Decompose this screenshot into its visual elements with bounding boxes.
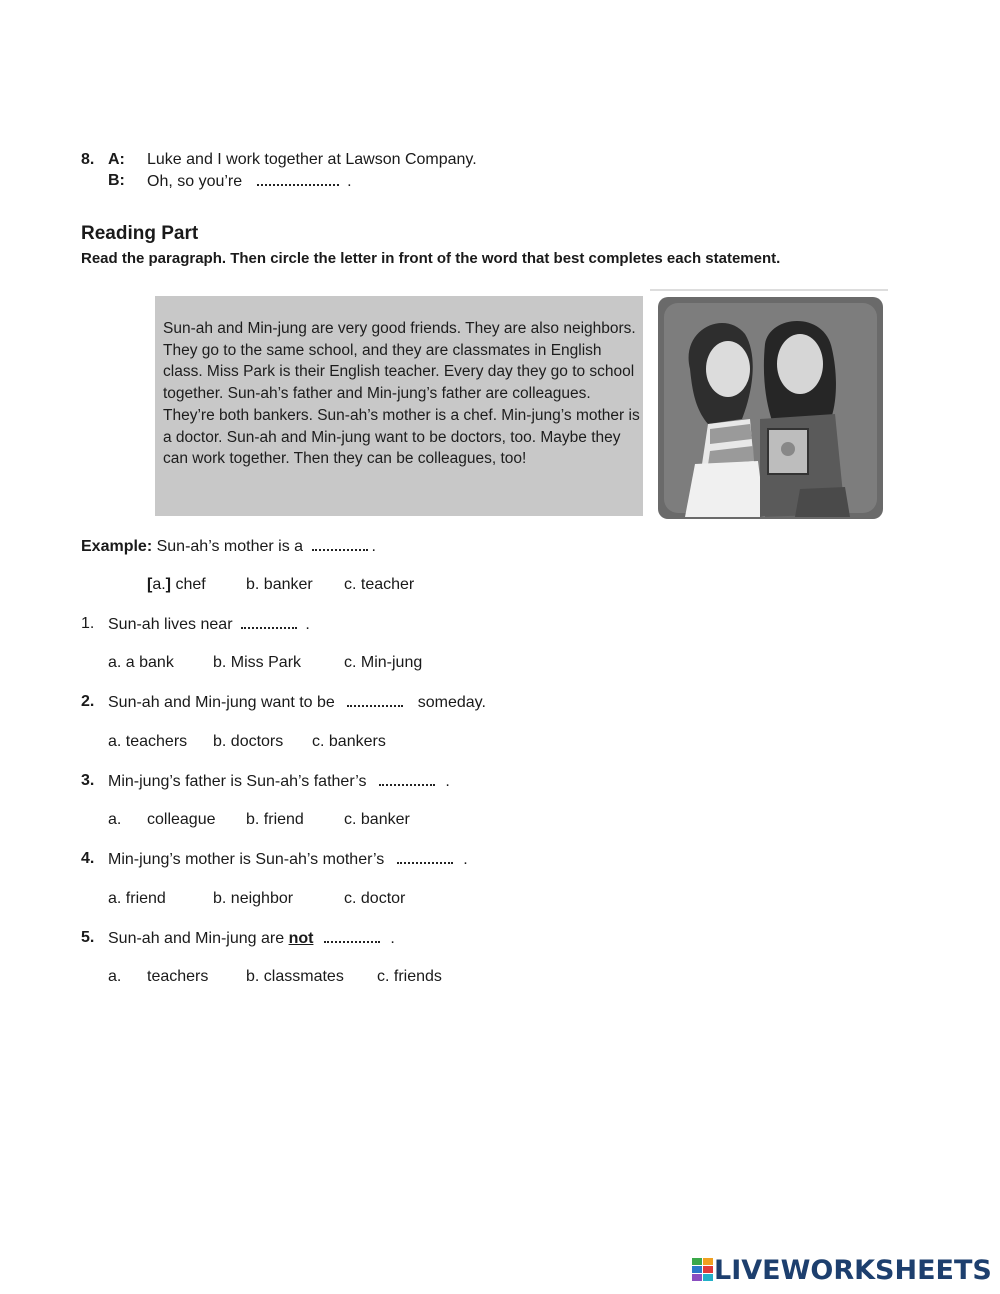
question-3 <box>108 772 450 791</box>
q5-option-a-word[interactable]: teachers <box>147 968 209 985</box>
reading-paragraph: Sun-ah and Min-jung are very good friends. They are also neighbors. They go to the same school, and they are classmates in English class. Miss Park is their English teacher. Every day they go to school together. Sun-ah’s father and Min-jung’s father are colleagues. They’re both bankers. Sun-ah’s mother is a chef. Min-jung’s mother is a doctor. Sun-ah and Min-jung want to be doctors, too. Maybe they can work together. Then they can be colleagues, too! <box>163 320 640 468</box>
line-b-end: . <box>347 173 352 190</box>
question-4-number: 4. <box>81 850 95 867</box>
q3-option-a-word[interactable]: colleague <box>147 811 216 828</box>
q1-option-a[interactable]: a. a bank <box>108 654 174 671</box>
liveworksheets-logo <box>692 1254 992 1286</box>
question-2 <box>108 693 486 712</box>
section-heading: Reading Part <box>81 223 199 244</box>
question-3-end: . <box>445 773 450 790</box>
q5-option-c[interactable]: c. friends <box>377 968 442 985</box>
instructions: Read the paragraph. Then circle the letter in front of the word that best completes each statement. <box>81 250 781 267</box>
item-number: 8. <box>81 151 95 168</box>
question-1-text: Sun-ah lives near <box>108 616 233 633</box>
question-5-emphasis: not <box>288 930 314 947</box>
reading-passage-box <box>155 296 643 516</box>
speaker-b: B: <box>108 172 125 189</box>
question-1-blank[interactable] <box>241 615 297 629</box>
example-option-a <box>147 576 206 594</box>
q1-option-b[interactable]: b. Miss Park <box>213 654 302 671</box>
question-4 <box>108 850 468 869</box>
q3-option-c[interactable]: c. banker <box>344 811 410 828</box>
question-2-end: someday. <box>417 694 486 711</box>
q4-option-b[interactable]: b. neighbor <box>213 890 294 907</box>
question-2-text: Sun-ah and Min-jung want to be <box>108 694 335 711</box>
q5-option-a-letter[interactable]: a. <box>108 968 122 985</box>
bracket-close: ] <box>165 576 171 593</box>
question-5-number: 5. <box>81 929 95 946</box>
question-5 <box>108 929 395 948</box>
line-b-text: Oh, so you’re <box>147 173 243 190</box>
q5-option-b[interactable]: b. classmates <box>246 968 344 985</box>
two-girls-illustration <box>650 289 888 521</box>
q4-option-a[interactable]: a. friend <box>108 890 166 907</box>
line-b <box>147 172 352 191</box>
example-end: . <box>371 538 376 555</box>
bracket-open: [ <box>147 576 153 593</box>
question-4-end: . <box>463 851 468 868</box>
q2-option-a[interactable]: a. teachers <box>108 733 188 750</box>
answer-blank-8[interactable] <box>257 172 339 186</box>
question-2-number: 2. <box>81 693 95 710</box>
logo-text: LIVEWORKSHEETS <box>714 1254 992 1286</box>
example-line <box>81 537 376 556</box>
q3-option-a-letter[interactable]: a. <box>108 811 122 828</box>
q3-option-b[interactable]: b. friend <box>246 811 304 828</box>
speaker-a: A: <box>108 151 125 168</box>
q1-option-c[interactable]: c. Min-jung <box>344 654 423 671</box>
question-5-end: . <box>390 930 395 947</box>
question-2-blank[interactable] <box>347 693 403 707</box>
question-5-text: Sun-ah and Min-jung are <box>108 930 285 947</box>
example-option-c: c. teacher <box>344 576 415 593</box>
example-option-b: b. banker <box>246 576 313 593</box>
logo-blocks-icon <box>692 1258 714 1282</box>
example-a-word: chef <box>175 576 206 593</box>
q4-option-c[interactable]: c. doctor <box>344 890 406 907</box>
question-5-blank[interactable] <box>324 929 380 943</box>
question-1-number: 1. <box>81 615 95 632</box>
example-a-letter: a. <box>152 576 166 593</box>
question-3-text: Min-jung’s father is Sun-ah’s father’s <box>108 773 367 790</box>
question-4-text: Min-jung’s mother is Sun-ah’s mother’s <box>108 851 385 868</box>
question-3-number: 3. <box>81 772 95 789</box>
question-1 <box>108 615 310 634</box>
question-4-blank[interactable] <box>397 850 453 864</box>
example-blank <box>312 537 368 551</box>
q2-option-b[interactable]: b. doctors <box>213 733 284 750</box>
example-text: Sun-ah’s mother is a <box>156 538 304 555</box>
example-label: Example: <box>81 538 153 555</box>
line-a-text: Luke and I work together at Lawson Company. <box>147 151 477 168</box>
question-1-end: . <box>305 616 310 633</box>
q2-option-c[interactable]: c. bankers <box>312 733 386 750</box>
question-3-blank[interactable] <box>379 772 435 786</box>
